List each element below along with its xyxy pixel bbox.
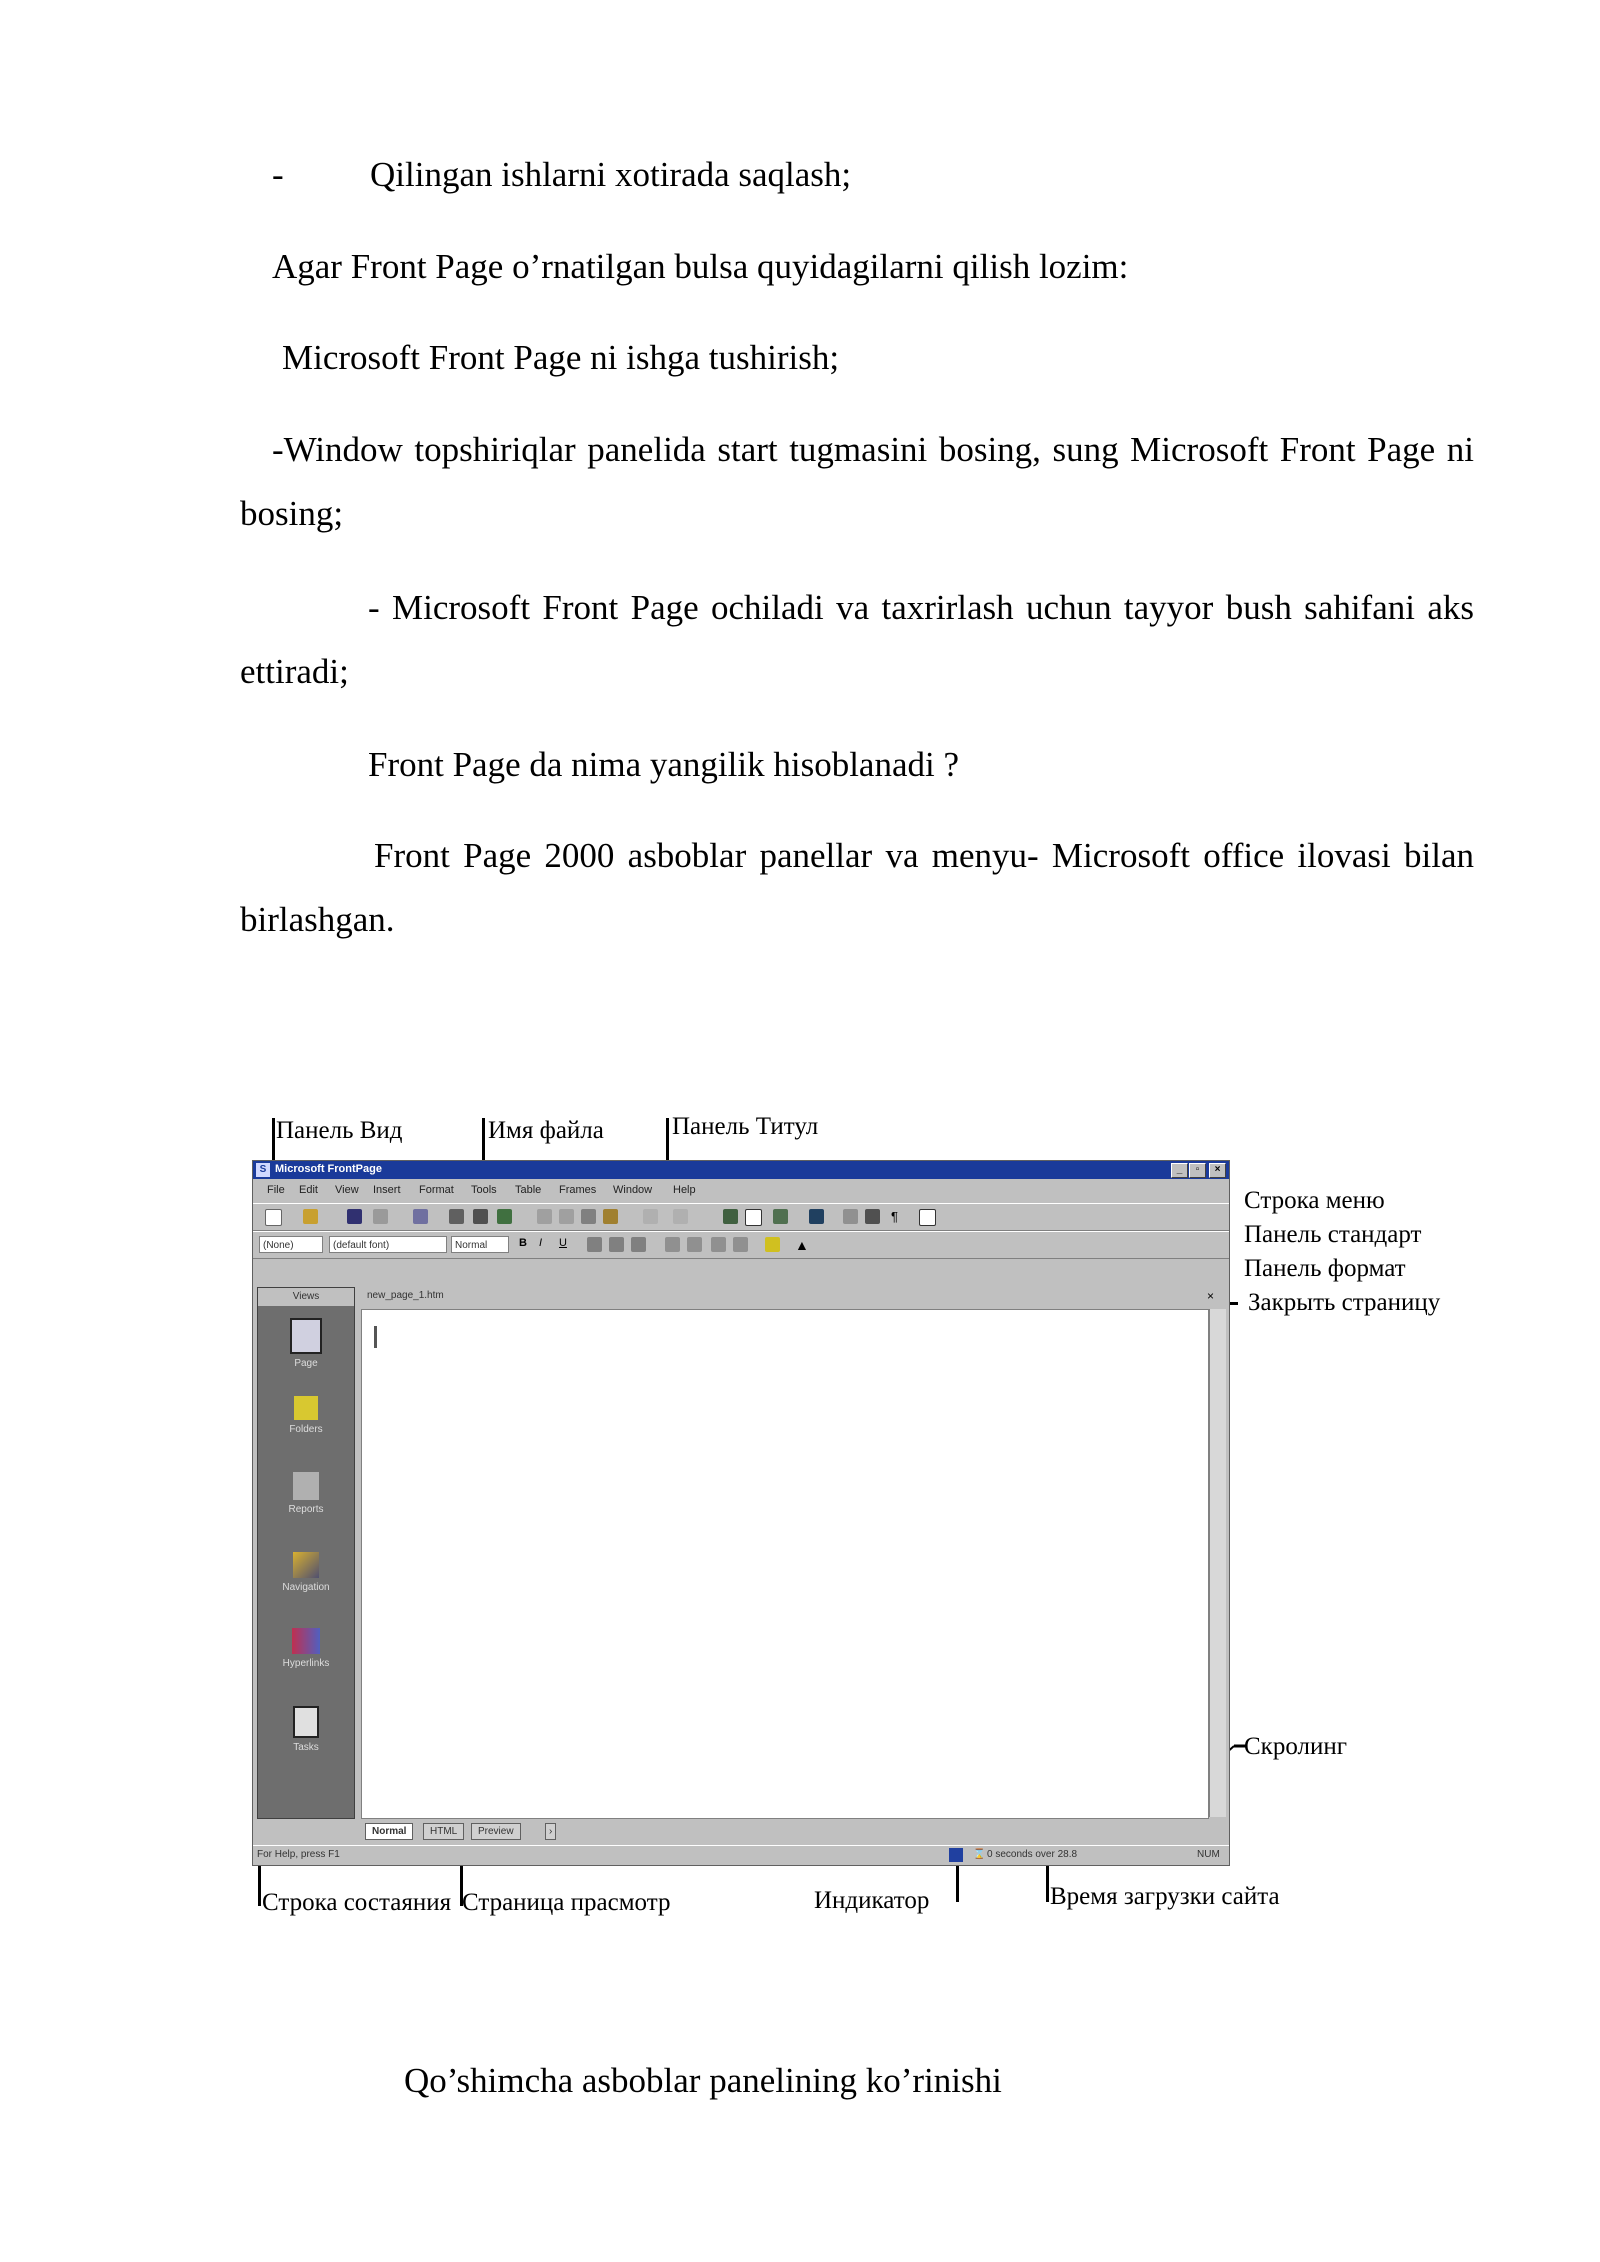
paragraph-window-start: -Window topshiriqlar panelida start tugmasini bosing, sung Microsoft Front Page ni bosing; (240, 430, 1474, 533)
italic-icon[interactable]: I (539, 1237, 543, 1249)
figure-caption: Qo’shimcha asboblar panelining ko’rinishi (404, 2061, 1002, 2100)
frontpage-screenshot-figure (248, 1106, 1488, 1926)
insert-table-icon[interactable] (745, 1209, 762, 1226)
standard-toolbar (253, 1203, 1229, 1231)
app-logo-icon: S (256, 1163, 270, 1177)
size-combo[interactable]: Normal (451, 1236, 509, 1253)
callout-standard-panel: Панель стандарт (1244, 1221, 1422, 1248)
print-icon[interactable] (449, 1209, 464, 1224)
close-page-icon[interactable]: × (1207, 1289, 1215, 1303)
view-reports[interactable] (258, 1472, 354, 1515)
menu-edit[interactable]: Edit (299, 1184, 318, 1196)
publish-icon[interactable] (373, 1209, 388, 1224)
folder-list-icon[interactable] (413, 1209, 428, 1224)
bold-icon[interactable]: B (519, 1237, 527, 1249)
callout-scrolling: Скролинг (1244, 1733, 1347, 1760)
vertical-scrollbar[interactable] (1209, 1309, 1226, 1817)
new-page-icon[interactable] (265, 1209, 282, 1226)
view-navigation[interactable] (258, 1552, 354, 1593)
status-help-text: For Help, press F1 (257, 1849, 340, 1860)
menu-tools[interactable]: Tools (471, 1184, 497, 1196)
bullet-list-icon[interactable] (687, 1237, 702, 1252)
status-num: NUM (1197, 1849, 1220, 1860)
view-hyperlinks[interactable] (258, 1628, 354, 1669)
hourglass-icon: ⌛ (973, 1849, 986, 1860)
status-bar (253, 1845, 1229, 1866)
align-center-icon[interactable] (609, 1237, 624, 1252)
view-folders[interactable] (258, 1396, 354, 1435)
file-tab-bar (359, 1287, 1225, 1307)
view-label: Reports (288, 1504, 324, 1515)
reports-view-icon (293, 1472, 319, 1500)
redo-icon[interactable] (673, 1209, 688, 1224)
view-label: Navigation (282, 1582, 330, 1593)
font-combo[interactable]: (default font) (329, 1236, 447, 1253)
stop-icon[interactable] (865, 1209, 880, 1224)
help-icon[interactable] (919, 1209, 936, 1226)
undo-icon[interactable] (643, 1209, 658, 1224)
increase-indent-icon[interactable] (733, 1237, 748, 1252)
format-toolbar (253, 1231, 1229, 1259)
align-left-icon[interactable] (587, 1237, 602, 1252)
paragraph-integration: Front Page 2000 asboblar panellar va menyu- Microsoft office ilovasi bilan birlashgan. (240, 836, 1474, 939)
views-header: Views (258, 1288, 354, 1306)
cut-icon[interactable] (537, 1209, 552, 1224)
paragraph-launch: Microsoft Front Page ni ishga tushirish; (282, 338, 840, 377)
paragraph-if-installed: Agar Front Page o’rnatilgan bulsa quyidagilarni qilish lozim: (272, 247, 1129, 286)
callout-title-bar: Панель Титул (672, 1113, 819, 1140)
editor-area[interactable] (361, 1309, 1209, 1819)
callout-view-page: Страница прасмотр (462, 1889, 671, 1916)
navigation-view-icon (293, 1552, 319, 1578)
tab-preview[interactable]: Preview (471, 1823, 521, 1840)
callout-menu-bar: Строка меню (1244, 1187, 1385, 1214)
refresh-icon[interactable] (843, 1209, 858, 1224)
preview-icon[interactable] (473, 1209, 488, 1224)
list-dash: - (272, 155, 284, 194)
save-icon[interactable] (347, 1209, 362, 1224)
callout-format-panel: Панель формат (1244, 1255, 1406, 1282)
tabs-scroll-button[interactable]: › (545, 1823, 556, 1840)
highlight-icon[interactable] (765, 1237, 780, 1252)
insert-picture-icon[interactable] (773, 1209, 788, 1224)
close-window-button[interactable]: × (1209, 1163, 1226, 1178)
callout-status-bar: Строка состаяния (262, 1889, 452, 1916)
callout-load-time: Время загрузки сайта (1050, 1883, 1280, 1910)
menu-help[interactable]: Help (673, 1184, 696, 1196)
status-load-time: 0 seconds over 28.8 (987, 1849, 1078, 1860)
copy-icon[interactable] (559, 1209, 574, 1224)
paragraph-save-work: Qilingan ishlarni xotirada saqlash; (370, 155, 852, 194)
menu-frames[interactable]: Frames (559, 1184, 597, 1196)
view-label: Folders (289, 1424, 323, 1435)
paste-icon[interactable] (581, 1209, 596, 1224)
menu-format[interactable]: Format (419, 1184, 454, 1196)
paragraph-opens: - Microsoft Front Page ochiladi va taxrirlash uchun tayyor bush sahifani aks ettiradi; (240, 588, 1474, 691)
text-caret (374, 1326, 377, 1348)
spelling-icon[interactable] (497, 1209, 512, 1224)
page-view-icon (290, 1318, 322, 1354)
callout-views-panel: Панель Вид (276, 1117, 403, 1144)
indicator-icon (949, 1848, 963, 1862)
view-page[interactable] (258, 1318, 354, 1369)
window-title-bar (253, 1161, 1229, 1179)
minimize-button[interactable]: _ (1171, 1163, 1188, 1178)
decrease-indent-icon[interactable] (711, 1237, 726, 1252)
view-tasks[interactable] (258, 1706, 354, 1753)
menu-insert[interactable]: Insert (373, 1184, 401, 1196)
font-color-icon[interactable]: ▲ (795, 1237, 809, 1253)
tasks-view-icon (293, 1706, 319, 1738)
underline-icon[interactable]: U (559, 1237, 567, 1249)
file-tab[interactable]: new_page_1.htm (367, 1290, 444, 1301)
align-right-icon[interactable] (631, 1237, 646, 1252)
numbered-list-icon[interactable] (665, 1237, 680, 1252)
window-title: Microsoft FrontPage (275, 1163, 382, 1175)
maximize-button[interactable]: ▫ (1189, 1163, 1206, 1178)
menu-bar (253, 1181, 1229, 1201)
page-view-tabs (359, 1821, 1225, 1841)
views-bar (257, 1287, 355, 1819)
menu-file[interactable]: File (267, 1184, 285, 1196)
callout-close-page: Закрыть страницу (1248, 1289, 1441, 1316)
format-painter-icon[interactable] (603, 1209, 618, 1224)
menu-view[interactable]: View (335, 1184, 359, 1196)
frontpage-window (252, 1160, 1230, 1866)
menu-window[interactable]: Window (613, 1184, 653, 1196)
view-label: Hyperlinks (282, 1658, 330, 1669)
menu-table[interactable]: Table (515, 1184, 542, 1196)
paragraph-whats-new: Front Page da nima yangilik hisoblanadi ? (368, 745, 960, 784)
folders-view-icon (294, 1396, 318, 1420)
hyperlinks-view-icon (292, 1628, 320, 1654)
open-icon[interactable] (303, 1209, 318, 1224)
tab-html[interactable]: HTML (423, 1823, 464, 1840)
tab-normal[interactable]: Normal (365, 1823, 413, 1840)
insert-component-icon[interactable] (723, 1209, 738, 1224)
callout-file-name: Имя файла (488, 1117, 604, 1144)
callout-indicator: Индикатор (814, 1887, 930, 1914)
style-combo[interactable]: (None) (259, 1236, 323, 1253)
view-label: Page (294, 1358, 318, 1369)
view-label: Tasks (293, 1742, 319, 1753)
show-all-icon[interactable]: ¶ (891, 1209, 898, 1224)
hyperlink-icon[interactable] (809, 1209, 824, 1224)
